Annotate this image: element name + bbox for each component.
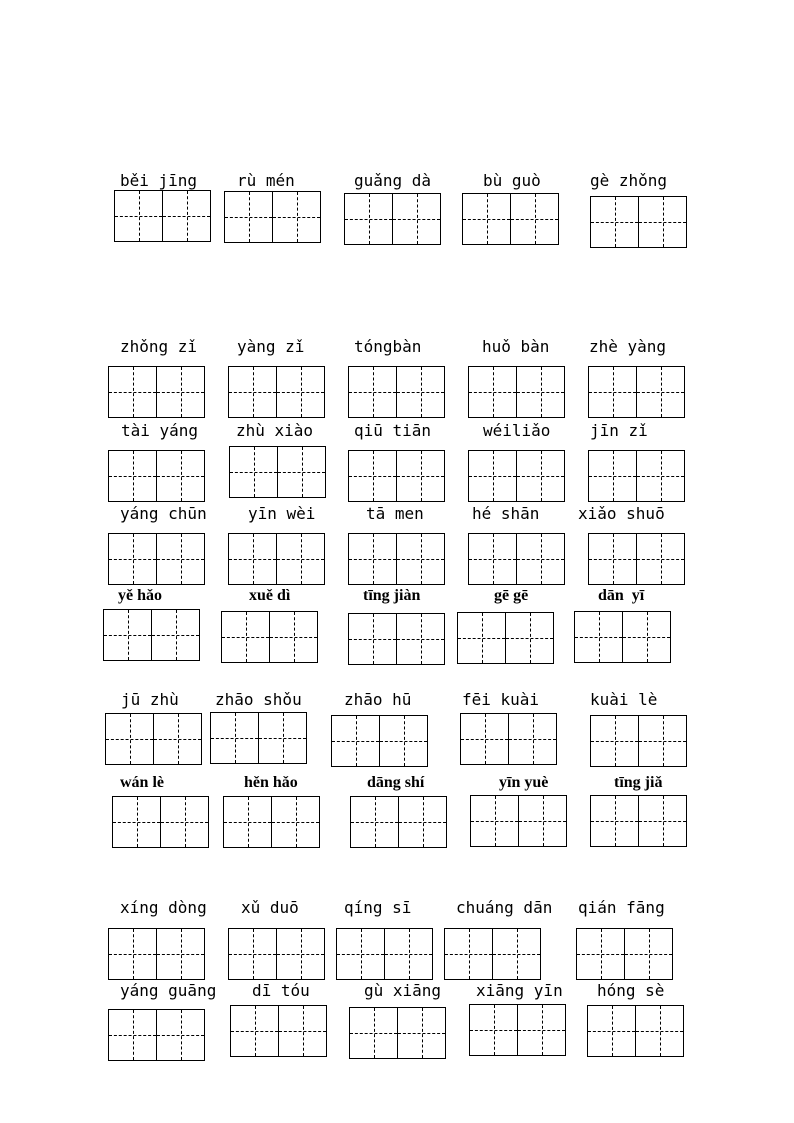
writing-grid[interactable] (468, 450, 565, 502)
pinyin-label: guǎng dà (354, 171, 432, 190)
writing-cell[interactable] (272, 192, 320, 242)
writing-cell[interactable] (577, 929, 624, 979)
writing-cell[interactable] (258, 713, 306, 763)
writing-grid[interactable] (103, 609, 200, 661)
writing-grid[interactable] (349, 1007, 446, 1059)
writing-grid[interactable] (348, 450, 445, 502)
writing-cell[interactable] (505, 613, 553, 663)
writing-grid[interactable] (457, 612, 554, 664)
pinyin-label: yīn wèi (248, 504, 316, 523)
pinyin-label: wán lè (120, 774, 164, 791)
writing-cell[interactable] (211, 713, 258, 763)
writing-cell[interactable] (463, 194, 510, 244)
pinyin-label: tài yáng (121, 421, 199, 440)
pinyin-label: zhǒng zǐ (120, 337, 198, 356)
writing-cell[interactable] (636, 534, 684, 584)
pinyin-label: yīn yuè (499, 774, 549, 791)
writing-cell[interactable] (589, 367, 636, 417)
pinyin-label: gē gē (494, 587, 529, 604)
pinyin-label: zhù xiào (236, 421, 314, 440)
pinyin-label: běi jīng (120, 171, 198, 190)
writing-grid[interactable] (108, 928, 205, 980)
writing-grid[interactable] (228, 533, 325, 585)
writing-cell[interactable] (109, 367, 156, 417)
pinyin-label: hé shān (472, 504, 540, 523)
writing-cell[interactable] (271, 797, 319, 847)
writing-cell[interactable] (106, 714, 153, 764)
pinyin-label: rù mén (237, 171, 295, 190)
writing-cell[interactable] (517, 1005, 565, 1055)
writing-cell[interactable] (104, 610, 151, 660)
writing-grid[interactable] (105, 713, 202, 765)
writing-cell[interactable] (470, 1005, 517, 1055)
writing-cell[interactable] (349, 534, 396, 584)
writing-cell[interactable] (156, 367, 204, 417)
writing-cell[interactable] (591, 796, 638, 846)
writing-cell[interactable] (276, 367, 324, 417)
writing-cell[interactable] (588, 1006, 635, 1056)
writing-grid[interactable] (348, 613, 445, 665)
writing-cell[interactable] (349, 614, 396, 664)
writing-cell[interactable] (153, 714, 201, 764)
writing-cell[interactable] (222, 612, 269, 662)
writing-cell[interactable] (277, 447, 325, 497)
pinyin-label: tóngbàn (354, 337, 422, 356)
writing-cell[interactable] (469, 534, 516, 584)
writing-cell[interactable] (591, 716, 638, 766)
writing-cell[interactable] (396, 534, 444, 584)
writing-cell[interactable] (351, 797, 398, 847)
writing-cell[interactable] (276, 929, 324, 979)
writing-cell[interactable] (635, 1006, 683, 1056)
pinyin-label: huǒ bàn (482, 337, 550, 356)
writing-cell[interactable] (156, 929, 204, 979)
writing-grid[interactable] (224, 191, 321, 243)
writing-cell[interactable] (156, 534, 204, 584)
pinyin-label: zhāo hū (344, 690, 412, 709)
writing-grid[interactable] (223, 796, 320, 848)
writing-grid[interactable] (221, 611, 318, 663)
writing-cell[interactable] (638, 796, 686, 846)
writing-grid[interactable] (469, 1004, 566, 1056)
pinyin-label: dī tóu (252, 981, 310, 1000)
writing-cell[interactable] (397, 1008, 445, 1058)
writing-cell[interactable] (230, 447, 277, 497)
pinyin-label: dāng shí (367, 774, 425, 791)
writing-cell[interactable] (458, 613, 505, 663)
writing-grid[interactable] (576, 928, 673, 980)
pinyin-label: zhāo shǒu (215, 690, 302, 709)
pinyin-label: yàng zǐ (237, 337, 305, 356)
writing-cell[interactable] (337, 929, 384, 979)
writing-cell[interactable] (398, 797, 446, 847)
writing-cell[interactable] (396, 451, 444, 501)
writing-cell[interactable] (229, 929, 276, 979)
writing-cell[interactable] (109, 1010, 156, 1060)
writing-cell[interactable] (589, 451, 636, 501)
writing-grid[interactable] (590, 715, 687, 767)
pinyin-label: xiǎo shuō (578, 504, 665, 523)
writing-cell[interactable] (350, 1008, 397, 1058)
writing-grid[interactable] (588, 533, 685, 585)
pinyin-label: jīn zǐ (590, 421, 648, 440)
writing-cell[interactable] (471, 796, 518, 846)
writing-cell[interactable] (231, 1006, 278, 1056)
writing-cell[interactable] (225, 192, 272, 242)
writing-grid[interactable] (470, 795, 567, 847)
writing-grid[interactable] (590, 196, 687, 248)
writing-cell[interactable] (622, 612, 670, 662)
writing-cell[interactable] (636, 367, 684, 417)
pinyin-label: qián fāng (578, 898, 665, 917)
writing-cell[interactable] (396, 367, 444, 417)
pinyin-label: yě hǎo (118, 587, 162, 604)
writing-cell[interactable] (589, 534, 636, 584)
pinyin-label: xiāng yīn (476, 981, 563, 1000)
pinyin-label: hóng sè (597, 981, 665, 1000)
writing-cell[interactable] (349, 451, 396, 501)
pinyin-label: xǔ duō (241, 898, 299, 917)
writing-cell[interactable] (345, 194, 392, 244)
writing-grid[interactable] (588, 450, 685, 502)
writing-cell[interactable] (518, 796, 566, 846)
pinyin-label: fēi kuài (462, 690, 540, 709)
writing-grid[interactable] (230, 1005, 327, 1057)
writing-grid[interactable] (210, 712, 307, 764)
writing-grid[interactable] (112, 796, 209, 848)
writing-cell[interactable] (396, 614, 444, 664)
pinyin-label: gè zhǒng (590, 171, 668, 190)
writing-grid[interactable] (348, 366, 445, 418)
writing-grid[interactable] (108, 533, 205, 585)
writing-grid[interactable] (228, 366, 325, 418)
pinyin-label: tīng jiàn (363, 587, 421, 604)
writing-cell[interactable] (461, 714, 508, 764)
writing-cell[interactable] (162, 191, 210, 241)
writing-grid[interactable] (331, 715, 428, 767)
pinyin-label: xíng dòng (120, 898, 207, 917)
writing-cell[interactable] (151, 610, 199, 660)
writing-cell[interactable] (636, 451, 684, 501)
writing-grid[interactable] (108, 366, 205, 418)
pinyin-label: bù guò (483, 171, 541, 190)
writing-cell[interactable] (492, 929, 540, 979)
pinyin-label: jū zhù (121, 690, 179, 709)
writing-grid[interactable] (350, 796, 447, 848)
pinyin-label: kuài lè (590, 690, 658, 709)
writing-cell[interactable] (109, 451, 156, 501)
writing-cell[interactable] (269, 612, 317, 662)
writing-cell[interactable] (229, 367, 276, 417)
pinyin-label: xuě dì (249, 587, 291, 604)
writing-grid[interactable] (348, 533, 445, 585)
pinyin-label: yáng guāng (120, 981, 217, 1000)
writing-cell[interactable] (109, 534, 156, 584)
writing-cell[interactable] (229, 534, 276, 584)
writing-cell[interactable] (638, 716, 686, 766)
pinyin-label: qiū tiān (354, 421, 432, 440)
writing-cell[interactable] (575, 612, 622, 662)
writing-grid[interactable] (468, 533, 565, 585)
writing-cell[interactable] (516, 367, 564, 417)
writing-grid[interactable] (336, 928, 433, 980)
writing-grid[interactable] (574, 611, 671, 663)
writing-grid[interactable] (590, 795, 687, 847)
writing-cell[interactable] (469, 451, 516, 501)
pinyin-label: qíng sī (344, 898, 412, 917)
pinyin-label: tā men (366, 504, 424, 523)
pinyin-label: chuáng dān (456, 898, 553, 917)
writing-cell[interactable] (276, 534, 324, 584)
writing-grid[interactable] (587, 1005, 684, 1057)
pinyin-label: gù xiāng (364, 981, 442, 1000)
writing-cell[interactable] (510, 194, 558, 244)
writing-grid[interactable] (229, 446, 326, 498)
writing-cell[interactable] (379, 716, 427, 766)
pinyin-label: tīng jiǎ (614, 774, 663, 791)
pinyin-label: dān yī (598, 587, 645, 604)
writing-cell[interactable] (278, 1006, 326, 1056)
writing-cell[interactable] (591, 197, 638, 247)
writing-cell[interactable] (469, 367, 516, 417)
writing-grid[interactable] (114, 190, 211, 242)
writing-grid[interactable] (460, 713, 557, 765)
writing-grid[interactable] (344, 193, 441, 245)
writing-cell[interactable] (445, 929, 492, 979)
writing-cell[interactable] (224, 797, 271, 847)
writing-cell[interactable] (349, 367, 396, 417)
writing-cell[interactable] (109, 929, 156, 979)
writing-cell[interactable] (115, 191, 162, 241)
writing-grid[interactable] (108, 1009, 205, 1061)
pinyin-label: wéiliǎo (483, 421, 551, 440)
writing-cell[interactable] (113, 797, 160, 847)
writing-grid[interactable] (108, 450, 205, 502)
writing-cell[interactable] (384, 929, 432, 979)
writing-grid[interactable] (468, 366, 565, 418)
writing-grid[interactable] (444, 928, 541, 980)
writing-cell[interactable] (160, 797, 208, 847)
writing-grid[interactable] (228, 928, 325, 980)
writing-cell[interactable] (516, 451, 564, 501)
writing-grid[interactable] (588, 366, 685, 418)
writing-cell[interactable] (508, 714, 556, 764)
writing-cell[interactable] (624, 929, 672, 979)
writing-grid[interactable] (462, 193, 559, 245)
writing-cell[interactable] (516, 534, 564, 584)
pinyin-label: yáng chūn (120, 504, 207, 523)
writing-cell[interactable] (638, 197, 686, 247)
writing-cell[interactable] (392, 194, 440, 244)
writing-cell[interactable] (156, 1010, 204, 1060)
writing-cell[interactable] (156, 451, 204, 501)
pinyin-label: hěn hǎo (244, 774, 298, 791)
writing-cell[interactable] (332, 716, 379, 766)
pinyin-label: zhè yàng (589, 337, 667, 356)
